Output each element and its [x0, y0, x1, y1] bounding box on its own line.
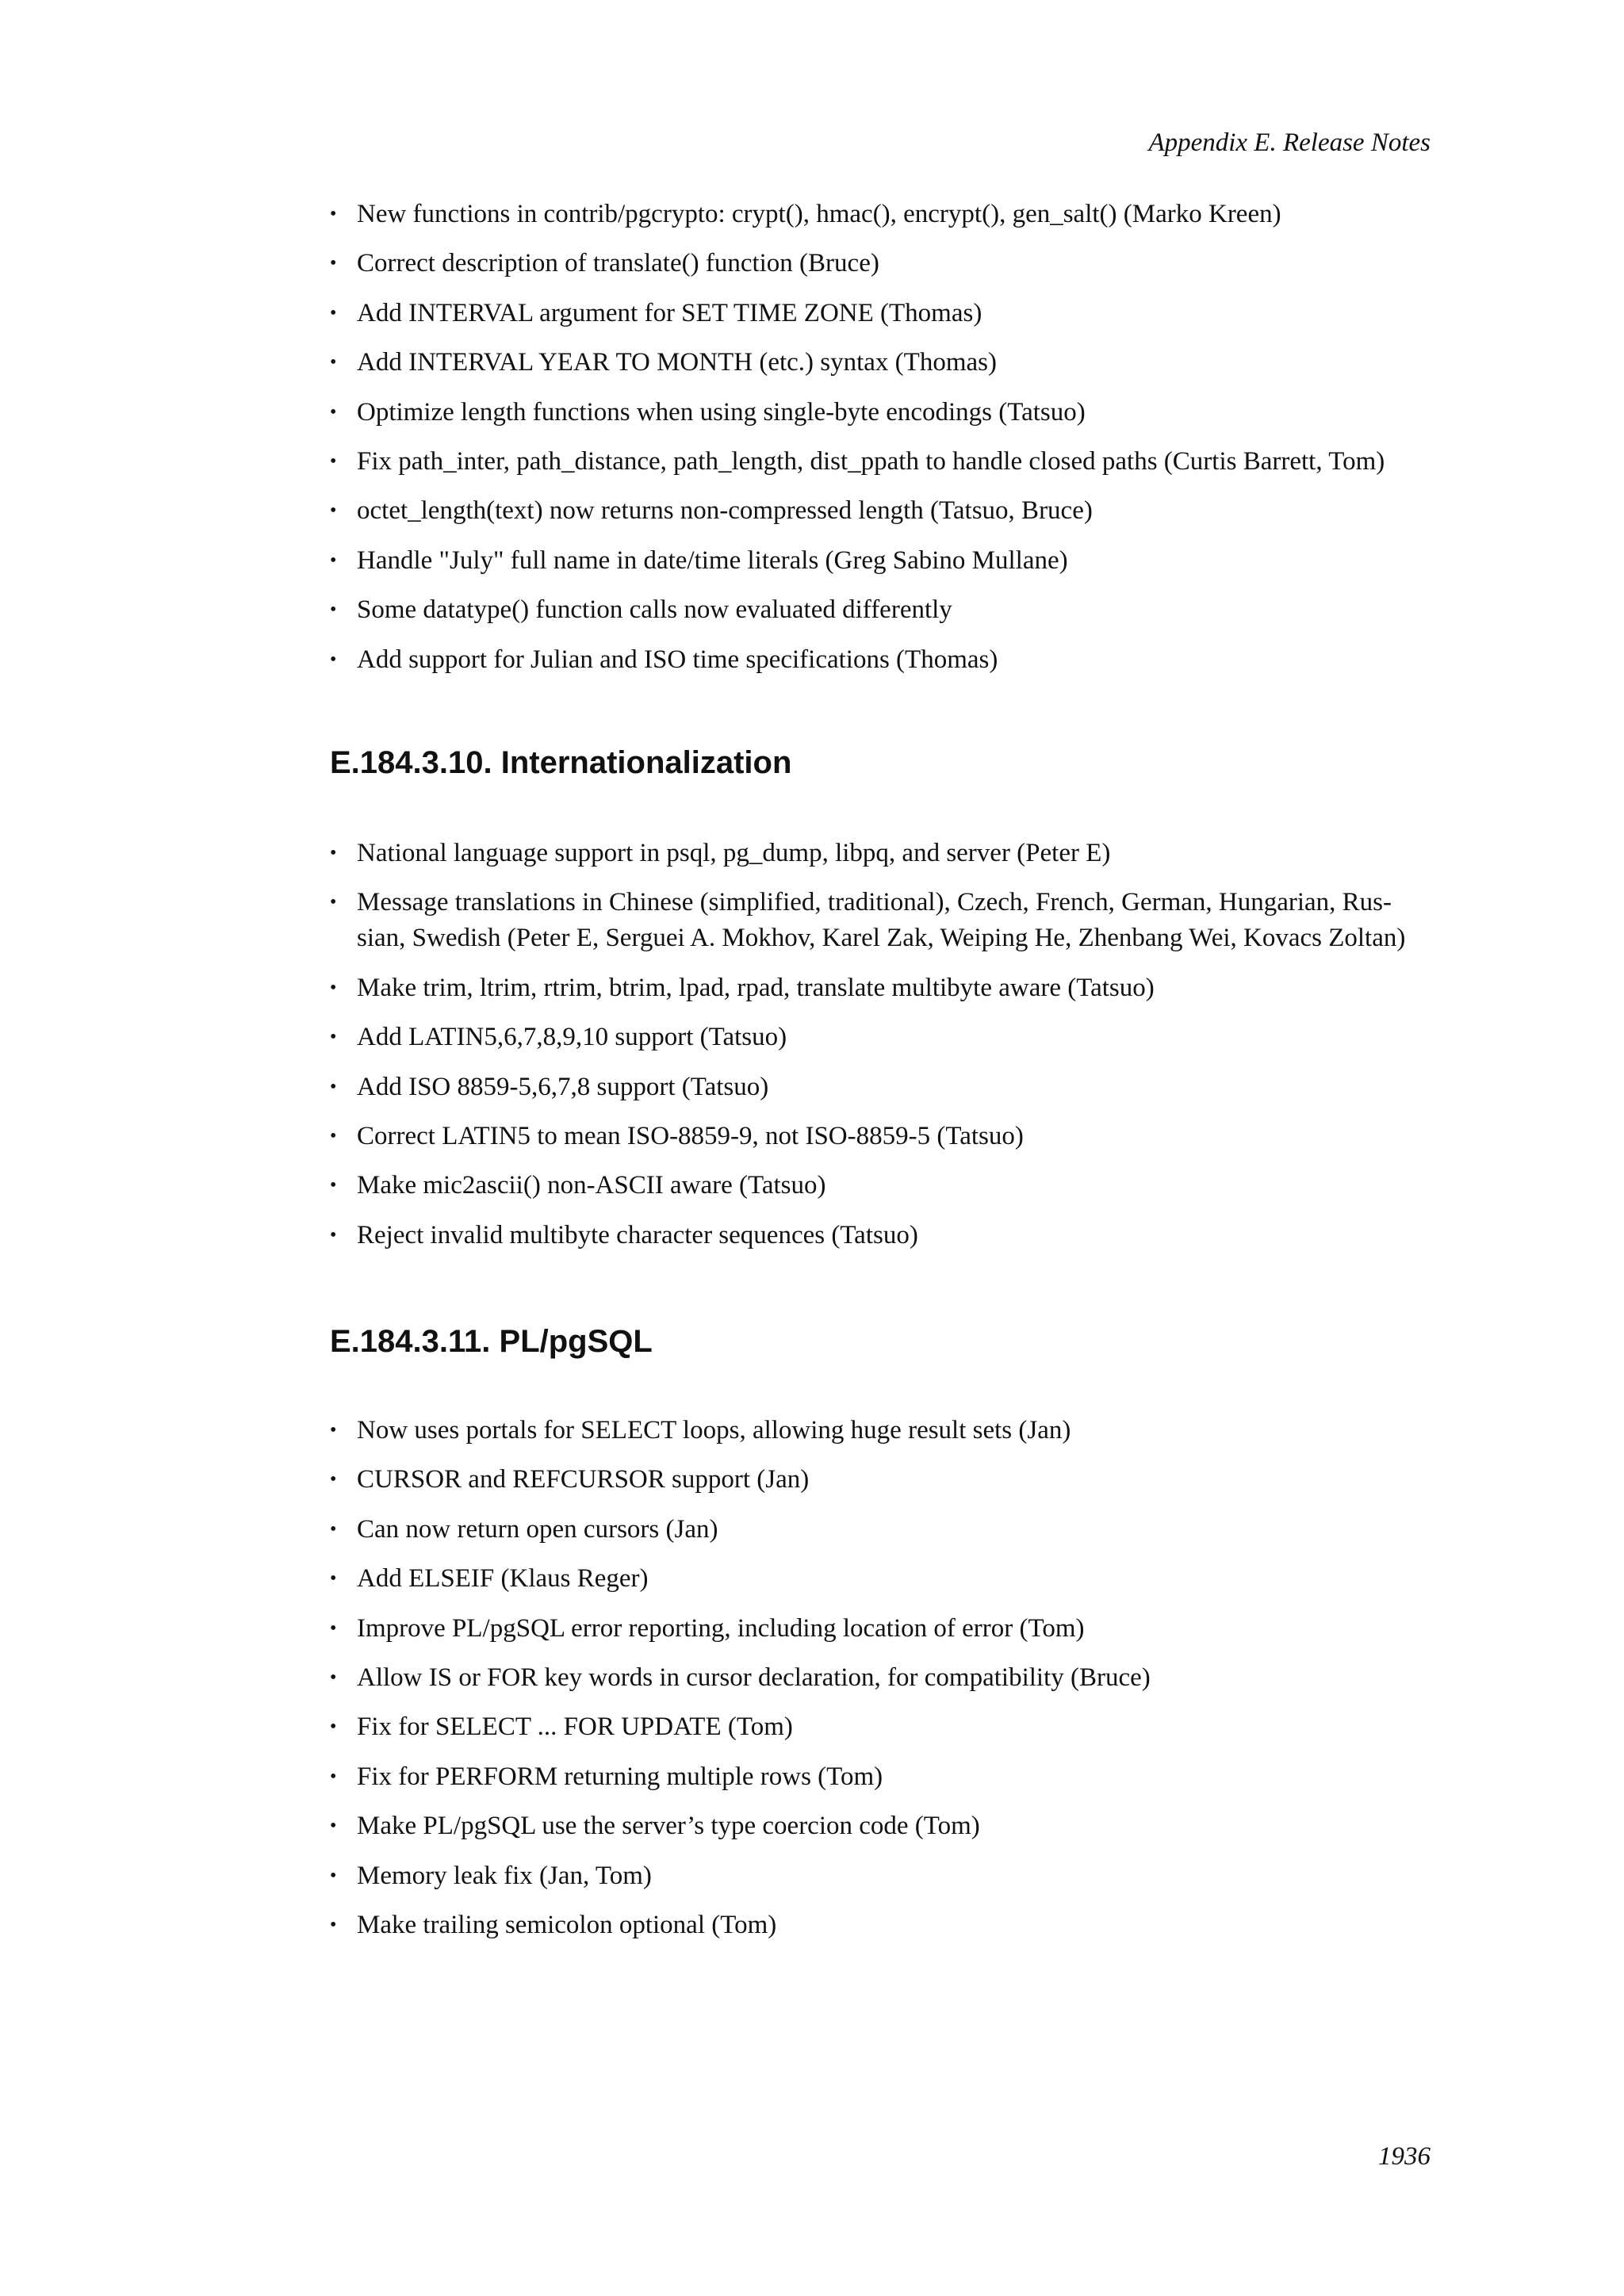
list-item: • Fix for SELECT ... FOR UPDATE (Tom) [330, 1709, 1434, 1745]
list-item: • Correct description of translate() function (Bruce) [330, 246, 1434, 281]
list-item: • Memory leak fix (Jan, Tom) [330, 1858, 1434, 1894]
list-item: • Allow IS or FOR key words in cursor declaration, for compatibility (Bruce) [330, 1660, 1434, 1696]
list-item: • Add LATIN5,6,7,8,9,10 support (Tatsuo) [330, 1020, 1434, 1055]
list-item: • Correct LATIN5 to mean ISO-8859-9, not ISO-8859-5 (Tatsuo) [330, 1119, 1434, 1154]
list-item: • Make mic2ascii() non-ASCII aware (Tatsuo) [330, 1168, 1434, 1203]
list-item: • Optimize length functions when using single-byte encodings (Tatsuo) [330, 395, 1434, 430]
list-item: • Add ISO 8859-5,6,7,8 support (Tatsuo) [330, 1070, 1434, 1105]
list-item: • Now uses portals for SELECT loops, allowing huge result sets (Jan) [330, 1413, 1434, 1448]
list-item: • octet_length(text) now returns non-compressed length (Tatsuo, Bruce) [330, 493, 1434, 529]
internationalization-list [330, 836, 1434, 1253]
list-item: • CURSOR and REFCURSOR support (Jan) [330, 1462, 1434, 1498]
page-number: 1936 [1378, 2142, 1431, 2171]
list-item: • Make trim, ltrim, rtrim, btrim, lpad, rpad, translate multibyte aware (Tatsuo) [330, 970, 1434, 1006]
list-item-multiline [330, 885, 1434, 956]
plpgsql-list-container [330, 1413, 1434, 1957]
section-title-internationalization: E.184.3.10. Internationalization [330, 745, 792, 780]
list-item: • Reject invalid multibyte character sequences (Tatsuo) [330, 1218, 1434, 1253]
list-item: • Fix for PERFORM returning multiple rows (Tom) [330, 1759, 1434, 1795]
list-item: • Add INTERVAL YEAR TO MONTH (etc.) syntax (Thomas) [330, 345, 1434, 381]
plpgsql-list [330, 1413, 1434, 1943]
release-notes-list [330, 197, 1434, 678]
list-item: • National language support in psql, pg_dump, libpq, and server (Peter E) [330, 836, 1434, 871]
list-item: • Add INTERVAL argument for SET TIME ZONE (Thomas) [330, 296, 1434, 331]
i18n-list-container [330, 836, 1434, 1267]
list-top-container [330, 197, 1434, 691]
list-item: • Fix path_inter, path_distance, path_length, dist_ppath to handle closed paths (Curtis Barrett, Tom) [330, 444, 1434, 480]
section-title-plpgsql: E.184.3.11. PL/pgSQL [330, 1324, 653, 1359]
list-item: • Add support for Julian and ISO time specifications (Thomas) [330, 642, 1434, 678]
list-item-line: sian, Swedish (Peter E, Serguei A. Mokhov, Karel Zak, Weiping He, Zhenbang Wei, Kovacs Zoltan) [357, 924, 1406, 953]
list-item: • Improve PL/pgSQL error reporting, including location of error (Tom) [330, 1611, 1434, 1647]
list-item: • Make trailing semicolon optional (Tom) [330, 1908, 1434, 1943]
list-item: • Can now return open cursors (Jan) [330, 1512, 1434, 1548]
list-item: • New functions in contrib/pgcrypto: crypt(), hmac(), encrypt(), gen_salt() (Marko Kreen) [330, 197, 1434, 232]
list-item: • Make PL/pgSQL use the server’s type coercion code (Tom) [330, 1808, 1434, 1844]
list-item: • Add ELSEIF (Klaus Reger) [330, 1561, 1434, 1597]
list-item: • Some datatype() function calls now evaluated differently [330, 592, 1434, 628]
list-item: • Handle "July" full name in date/time literals (Greg Sabino Mullane) [330, 543, 1434, 579]
running-header: Appendix E. Release Notes [1148, 128, 1431, 157]
list-item-line: Message translations in Chinese (simplified, traditional), Czech, French, German, Hungarian, Rus- [357, 888, 1392, 917]
